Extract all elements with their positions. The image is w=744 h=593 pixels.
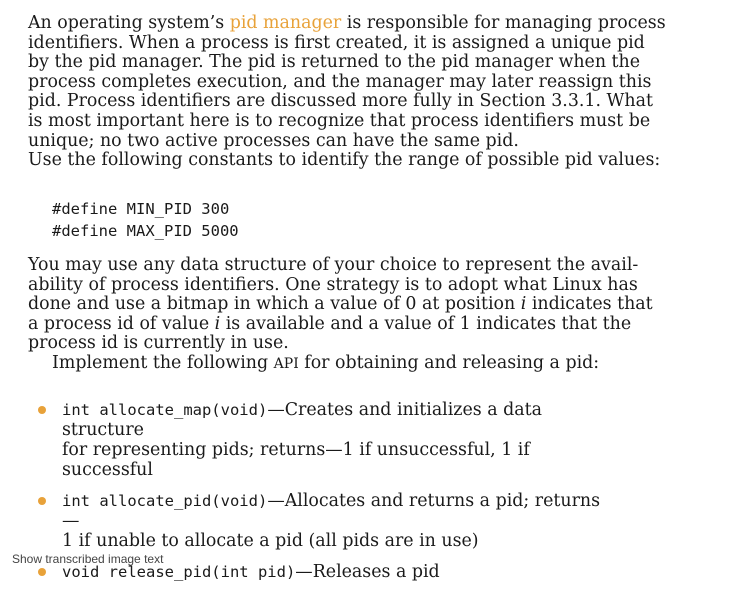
ds-line-6: Implement the following API for obtaining and releasing a pid:: [52, 352, 600, 373]
ds-line-3: done and use a bitmap in which a value of 0 at position i indicates that: [28, 294, 653, 315]
ds-line-5: process id is currently in use.: [28, 333, 289, 354]
intro-line-1: An operating system’s pid manager is responsible for managing process: [28, 13, 666, 33]
ds-line-4: a process id of value i is available and a value of 1 indicates that the: [28, 313, 632, 334]
bullet-allocate-pid: int allocate_pid(void)—Allocates and returns a pid; returns— 1 if unable to allocate a pid (all pids are in use): [38, 491, 608, 551]
intro-line-4: process completes execution, and the manager may later reassign this: [28, 71, 652, 92]
intro-line-6: is most important here is to recognize that process identifiers must be: [28, 110, 651, 131]
ds-line-1: You may use any data structure of your choice to represent the avail-: [28, 255, 639, 275]
ds-line-2: ability of process identifiers. One strategy is to adopt what Linux has: [28, 274, 638, 295]
bullet-dot-icon: [38, 568, 46, 576]
max-pid-define: #define MAX_PID 5000: [52, 222, 239, 240]
intro-line-2: identifiers. When a process is first created, it is assigned a unique pid: [28, 32, 645, 53]
bullet-allocate-map: int allocate_map(void)—Creates and initializes a data structure for representing pids; returns—1 if unsuccessful, 1 if successful: [38, 400, 608, 480]
intro-paragraph: [28, 13, 666, 171]
bullet-dot-icon: [38, 497, 46, 505]
intro-line-7: unique; no two active processes can have the same pid.: [28, 130, 519, 151]
data-structure-paragraph: [28, 255, 653, 375]
intro-line-8: Use the following constants to identify the range of possible pid values:: [28, 150, 661, 171]
pid-manager-term: pid manager: [229, 13, 342, 33]
show-transcribed-text-link[interactable]: Show transcribed image text: [12, 552, 164, 566]
define-constants-code: [52, 198, 239, 242]
bullet-release-pid: void release_pid(int pid)—Releases a pid: [38, 562, 608, 582]
intro-line-5: pid. Process identifiers are discussed more fully in Section 3.3.1. What: [28, 91, 653, 112]
bullet-dot-icon: [38, 406, 46, 414]
min-pid-define: #define MIN_PID 300: [52, 200, 230, 218]
intro-line-3: by the pid manager. The pid is returned to the pid manager when the: [28, 52, 641, 73]
